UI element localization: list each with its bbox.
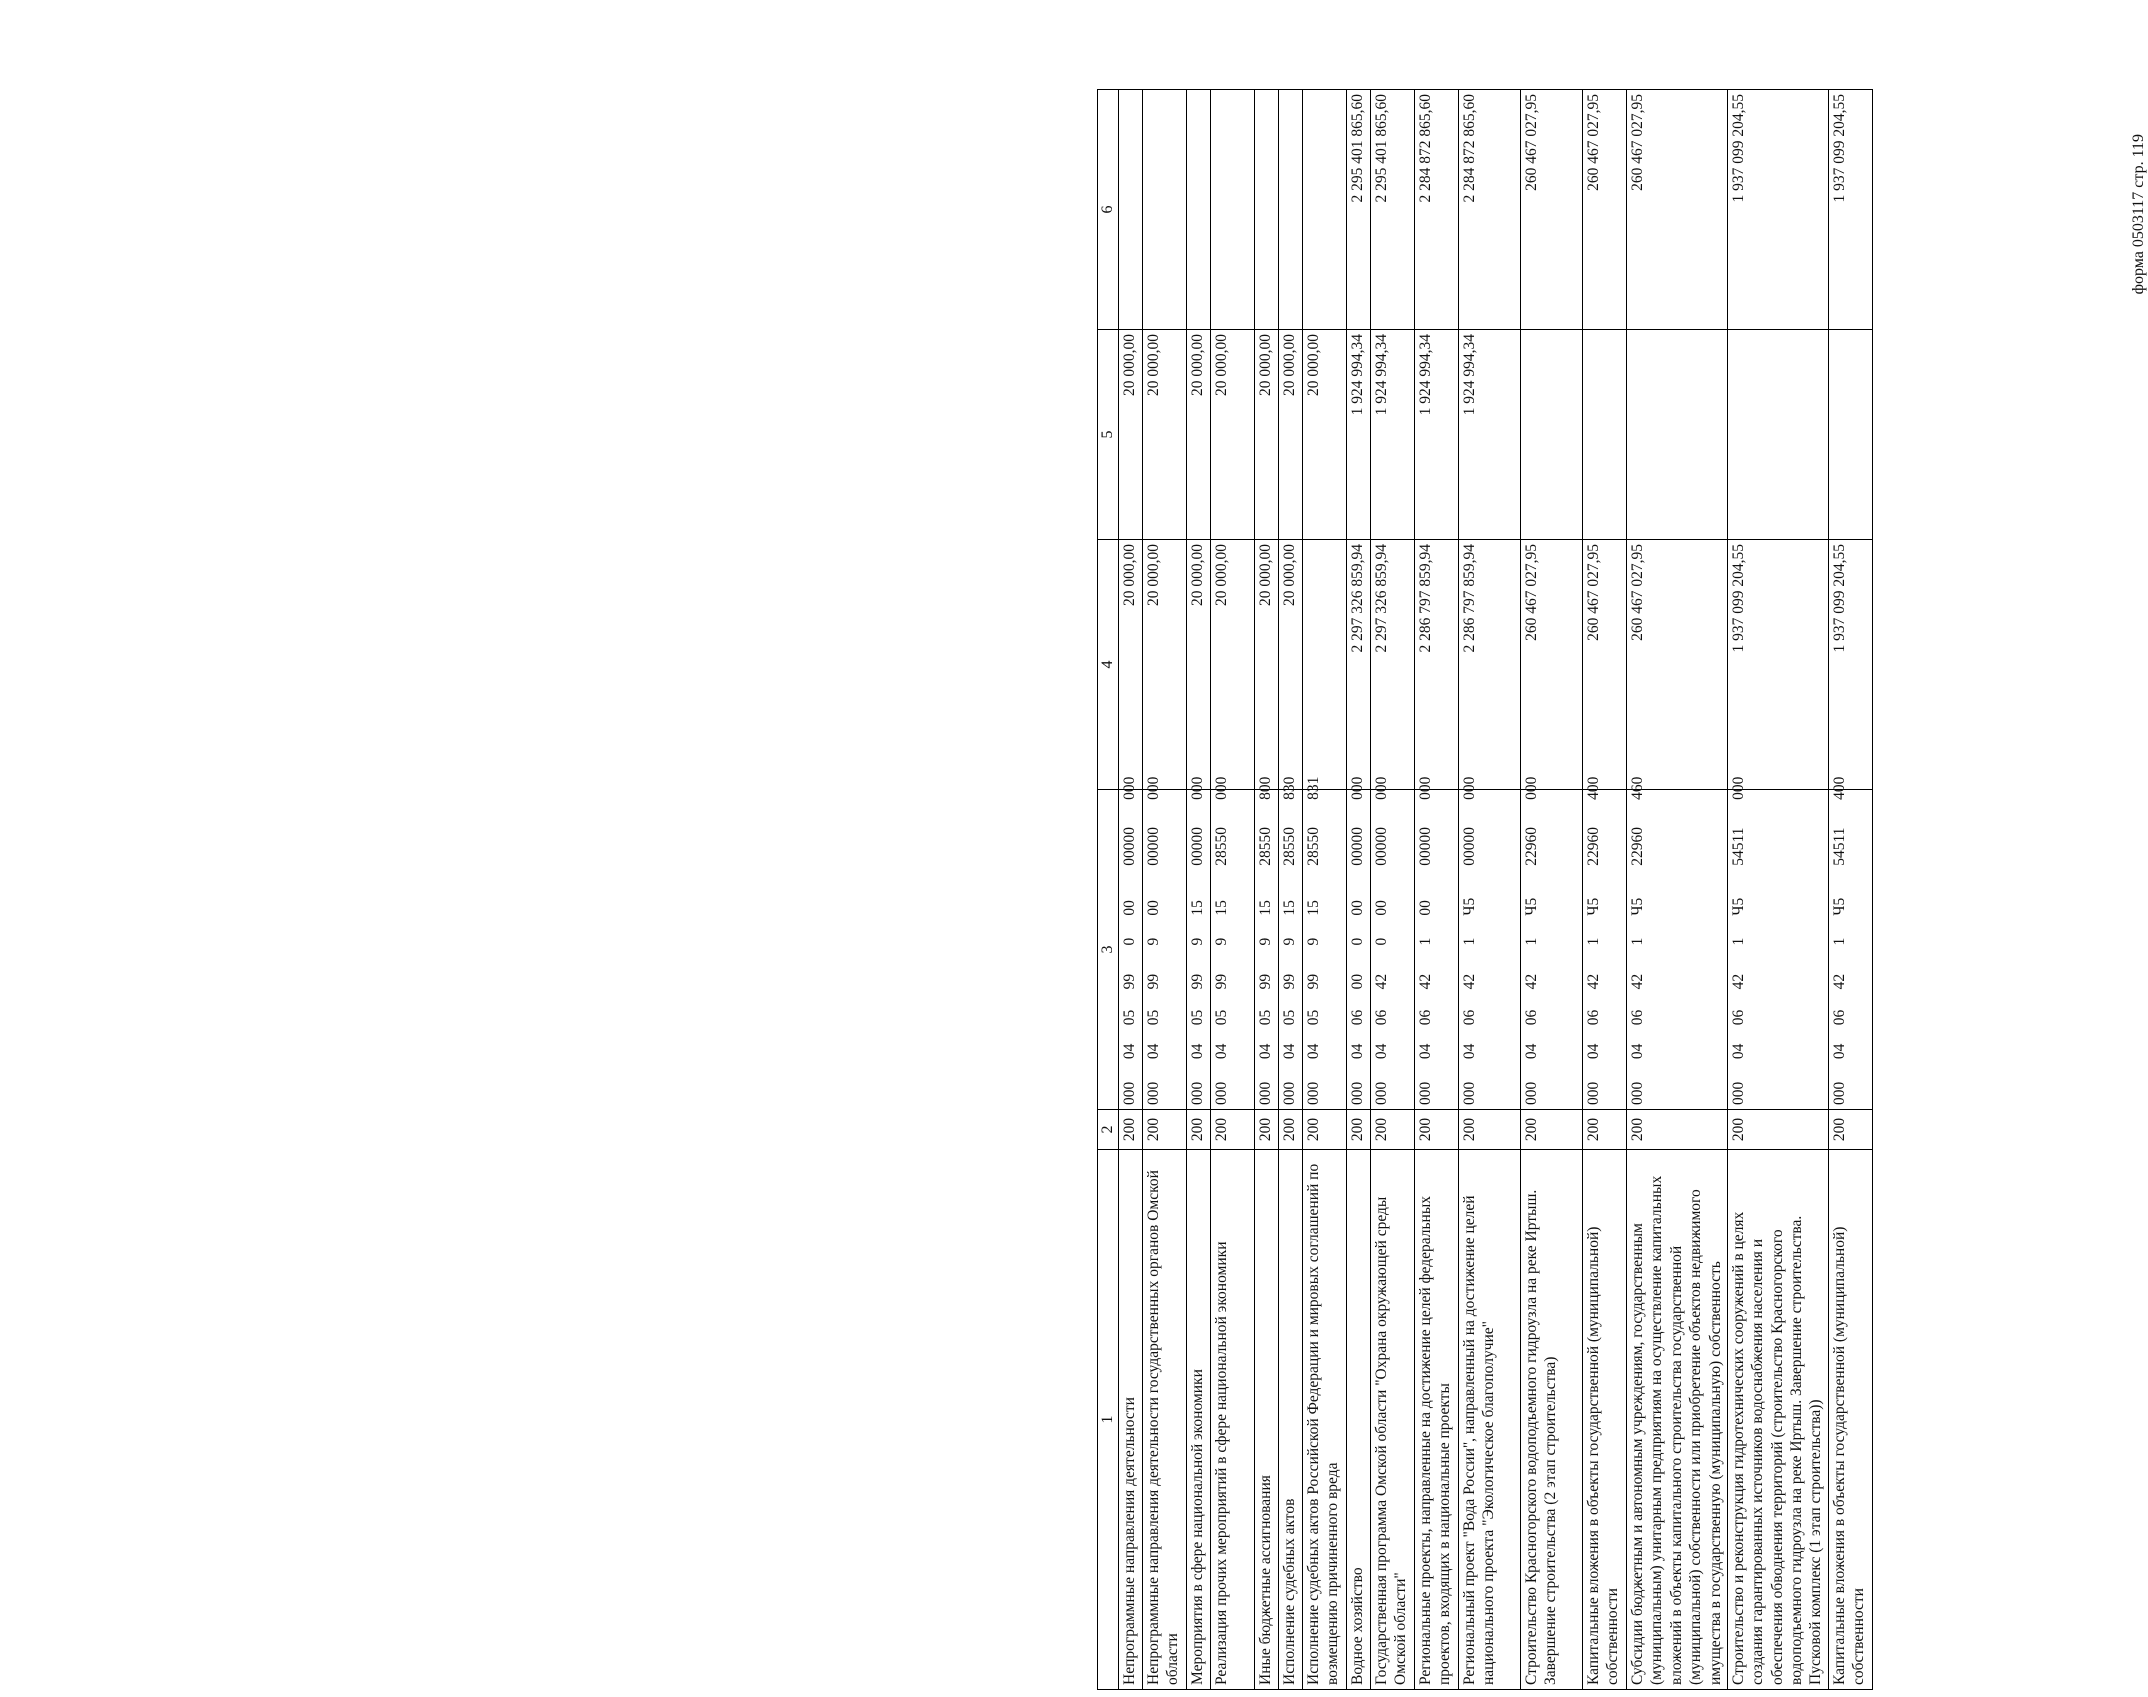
row-line-code: 200 <box>1583 1110 1627 1150</box>
code-part-subprogram: 1 <box>1729 937 1747 946</box>
code-part-admin: 000 <box>1145 1081 1162 1105</box>
code-part-project: 15 <box>1213 900 1230 916</box>
column-header-approved: 4 <box>1098 540 1119 790</box>
code-part-project: Ч5 <box>1585 897 1602 916</box>
code-part-direction: 28550 <box>1257 827 1274 866</box>
code-part-admin: 000 <box>1729 1081 1747 1105</box>
row-executed-amount <box>1627 330 1728 540</box>
row-line-code: 200 <box>1187 1110 1211 1150</box>
code-part-program: 42 <box>1585 973 1602 990</box>
code-part-subsection: 05 <box>1305 1009 1322 1026</box>
row-budget-code <box>1211 776 1255 1110</box>
budget-execution-table <box>1097 89 1873 1690</box>
code-part-section: 04 <box>1349 1043 1366 1060</box>
table-row <box>1347 90 1371 1690</box>
row-name: Региональный проект "Вода России", направленный на достижение целей национального проекта "Экологическое благополучие" <box>1459 1150 1521 1690</box>
code-part-section: 04 <box>1189 1043 1206 1060</box>
table-row <box>1143 90 1187 1690</box>
row-name: Непрограммные направления деятельности <box>1119 1150 1143 1690</box>
row-approved-amount: 20 000,00 <box>1143 540 1187 790</box>
row-line-code: 200 <box>1303 1110 1347 1150</box>
row-executed-amount: 1 924 994,34 <box>1415 330 1459 540</box>
code-part-admin: 000 <box>1213 1081 1230 1105</box>
row-unexecuted-amount <box>1187 90 1211 330</box>
code-part-subprogram: 9 <box>1281 937 1298 946</box>
row-unexecuted-amount <box>1255 90 1279 330</box>
code-part-admin: 000 <box>1121 1081 1138 1105</box>
code-part-section: 04 <box>1121 1043 1138 1060</box>
row-approved-amount: 1 937 099 204,55 <box>1828 540 1872 790</box>
row-budget-code <box>1828 776 1872 1110</box>
code-part-expense-type: 000 <box>1417 776 1434 800</box>
code-part-expense-type: 000 <box>1729 776 1747 800</box>
code-part-program: 99 <box>1305 973 1322 990</box>
code-part-subprogram: 1 <box>1523 937 1540 946</box>
code-part-program: 99 <box>1121 973 1138 990</box>
code-part-section: 04 <box>1257 1043 1274 1060</box>
row-budget-code <box>1187 776 1211 1110</box>
code-part-admin: 000 <box>1189 1081 1206 1105</box>
code-part-section: 04 <box>1145 1043 1162 1060</box>
code-part-subprogram: 1 <box>1830 937 1848 946</box>
code-part-admin: 000 <box>1417 1081 1434 1105</box>
row-line-code: 200 <box>1119 1110 1143 1150</box>
row-budget-code <box>1255 776 1279 1110</box>
row-name: Строительство и реконструкция гидротехнических сооружений в целях создания гарантированных источников водоснабжения населения и обеспечения обводнения территорий (строительство Красногорского водоподъемного гидроузла на реке Иртыш. Завершение строительства. Пусковой комплекс (1 этап строительства)) <box>1727 1150 1828 1690</box>
code-part-project: 00 <box>1145 900 1162 916</box>
row-approved-amount <box>1303 540 1347 790</box>
row-approved-amount: 2 286 797 859,94 <box>1415 540 1459 790</box>
row-executed-amount <box>1521 330 1583 540</box>
row-executed-amount <box>1727 330 1828 540</box>
code-part-project: Ч5 <box>1523 897 1540 916</box>
code-part-program: 99 <box>1189 973 1206 990</box>
code-part-program: 42 <box>1729 973 1747 990</box>
code-part-subsection: 06 <box>1417 1009 1434 1026</box>
row-executed-amount: 20 000,00 <box>1303 330 1347 540</box>
code-part-admin: 000 <box>1373 1081 1390 1105</box>
code-part-admin: 000 <box>1305 1081 1322 1105</box>
code-part-direction: 28550 <box>1213 827 1230 866</box>
code-part-project: 00 <box>1373 900 1390 916</box>
code-part-project: 15 <box>1305 900 1322 916</box>
row-name: Строительство Красногорского водоподъемного гидроузла на реке Иртыш. Завершение строительства (2 этап строительства) <box>1521 1150 1583 1690</box>
table-row <box>1279 90 1303 1690</box>
code-part-project: 15 <box>1281 900 1298 916</box>
row-budget-code <box>1459 776 1521 1110</box>
table-row <box>1255 90 1279 1690</box>
code-part-expense-type: 831 <box>1305 776 1322 800</box>
column-header-name: 1 <box>1098 1150 1119 1690</box>
code-part-admin: 000 <box>1523 1081 1540 1105</box>
code-part-program: 42 <box>1417 973 1434 990</box>
row-unexecuted-amount: 1 937 099 204,55 <box>1727 90 1828 330</box>
code-part-admin: 000 <box>1830 1081 1848 1105</box>
code-part-program: 99 <box>1145 973 1162 990</box>
row-name: Исполнение судебных актов Российской Федерации и мировых соглашений по возмещению причиненного вреда <box>1303 1150 1347 1690</box>
code-part-direction: 22960 <box>1629 827 1646 866</box>
rotated-page <box>1097 90 2147 1690</box>
code-part-subsection: 05 <box>1281 1009 1298 1026</box>
row-unexecuted-amount: 260 467 027,95 <box>1583 90 1627 330</box>
row-budget-code <box>1627 776 1728 1110</box>
code-part-direction: 28550 <box>1305 827 1322 866</box>
code-part-section: 04 <box>1305 1043 1322 1060</box>
row-line-code: 200 <box>1211 1110 1255 1150</box>
row-unexecuted-amount: 2 295 401 865,60 <box>1347 90 1371 330</box>
code-part-section: 04 <box>1281 1043 1298 1060</box>
table-row <box>1583 90 1627 1690</box>
row-approved-amount: 20 000,00 <box>1187 540 1211 790</box>
code-part-program: 42 <box>1830 973 1848 990</box>
table-row <box>1727 90 1828 1690</box>
code-part-subprogram: 9 <box>1145 937 1162 946</box>
row-executed-amount <box>1583 330 1627 540</box>
row-budget-code <box>1727 776 1828 1110</box>
code-part-expense-type: 800 <box>1257 776 1274 800</box>
row-executed-amount: 20 000,00 <box>1211 330 1255 540</box>
code-part-admin: 000 <box>1585 1081 1602 1105</box>
row-executed-amount: 1 924 994,34 <box>1371 330 1415 540</box>
code-part-subsection: 06 <box>1461 1009 1478 1026</box>
row-budget-code <box>1279 776 1303 1110</box>
row-approved-amount: 20 000,00 <box>1255 540 1279 790</box>
table-row <box>1119 90 1143 1690</box>
code-part-expense-type: 000 <box>1121 776 1138 800</box>
row-approved-amount: 1 937 099 204,55 <box>1727 540 1828 790</box>
row-budget-code <box>1371 776 1415 1110</box>
code-part-subsection: 06 <box>1585 1009 1602 1026</box>
row-budget-code <box>1303 776 1347 1110</box>
code-part-section: 04 <box>1585 1043 1602 1060</box>
row-name: Непрограммные направления деятельности государственных органов Омской области <box>1143 1150 1187 1690</box>
code-part-section: 04 <box>1629 1043 1646 1060</box>
table-row <box>1459 90 1521 1690</box>
row-name: Мероприятия в сфере национальной экономики <box>1187 1150 1211 1690</box>
code-part-direction: 00000 <box>1145 827 1162 866</box>
code-part-program: 99 <box>1281 973 1298 990</box>
row-executed-amount: 20 000,00 <box>1143 330 1187 540</box>
row-line-code: 200 <box>1143 1110 1187 1150</box>
row-executed-amount: 1 924 994,34 <box>1459 330 1521 540</box>
code-part-subprogram: 1 <box>1417 937 1434 946</box>
code-part-subprogram: 1 <box>1585 937 1602 946</box>
row-budget-code <box>1347 776 1371 1110</box>
code-part-subsection: 05 <box>1121 1009 1138 1026</box>
code-part-direction: 22960 <box>1523 827 1540 866</box>
table-row <box>1521 90 1583 1690</box>
code-part-subsection: 06 <box>1729 1009 1747 1026</box>
code-part-subprogram: 0 <box>1373 937 1390 946</box>
row-executed-amount <box>1828 330 1872 540</box>
row-line-code: 200 <box>1415 1110 1459 1150</box>
code-part-admin: 000 <box>1281 1081 1298 1105</box>
row-executed-amount: 20 000,00 <box>1119 330 1143 540</box>
code-part-subprogram: 1 <box>1461 937 1478 946</box>
code-part-expense-type: 000 <box>1213 776 1230 800</box>
row-executed-amount: 20 000,00 <box>1255 330 1279 540</box>
code-part-section: 04 <box>1830 1043 1848 1060</box>
row-name: Региональные проекты, направленные на достижение целей федеральных проектов, входящих в национальные проекты <box>1415 1150 1459 1690</box>
code-part-program: 42 <box>1373 973 1390 990</box>
row-line-code: 200 <box>1279 1110 1303 1150</box>
code-part-project: 15 <box>1189 900 1206 916</box>
code-part-expense-type: 400 <box>1830 776 1848 800</box>
row-unexecuted-amount <box>1143 90 1187 330</box>
row-line-code: 200 <box>1727 1110 1828 1150</box>
row-unexecuted-amount <box>1279 90 1303 330</box>
row-unexecuted-amount: 1 937 099 204,55 <box>1828 90 1872 330</box>
row-line-code: 200 <box>1347 1110 1371 1150</box>
code-part-direction: 54511 <box>1830 827 1848 866</box>
table-row <box>1211 90 1255 1690</box>
row-unexecuted-amount: 260 467 027,95 <box>1521 90 1583 330</box>
code-part-expense-type: 830 <box>1281 776 1298 800</box>
code-part-project: 00 <box>1417 900 1434 916</box>
code-part-subprogram: 9 <box>1257 937 1274 946</box>
code-part-section: 04 <box>1417 1043 1434 1060</box>
code-part-subsection: 06 <box>1629 1009 1646 1026</box>
column-header-unexecuted: 6 <box>1098 90 1119 330</box>
row-budget-code <box>1415 776 1459 1110</box>
code-part-expense-type: 400 <box>1585 776 1602 800</box>
code-part-expense-type: 000 <box>1145 776 1162 800</box>
row-unexecuted-amount <box>1211 90 1255 330</box>
code-part-subsection: 05 <box>1213 1009 1230 1026</box>
row-name: Реализация прочих мероприятий в сфере национальной экономики <box>1211 1150 1255 1690</box>
code-part-subprogram: 0 <box>1349 937 1366 946</box>
column-header-budget-code: 3 <box>1098 790 1119 1110</box>
code-part-program: 99 <box>1257 973 1274 990</box>
code-part-program: 42 <box>1461 973 1478 990</box>
code-part-direction: 00000 <box>1417 827 1434 866</box>
row-approved-amount: 260 467 027,95 <box>1627 540 1728 790</box>
code-part-project: 00 <box>1121 900 1138 916</box>
row-name: Государственная программа Омской области "Охрана окружающей среды Омской области" <box>1371 1150 1415 1690</box>
code-part-subprogram: 9 <box>1189 937 1206 946</box>
code-part-expense-type: 000 <box>1373 776 1390 800</box>
code-part-section: 04 <box>1213 1043 1230 1060</box>
code-part-program: 42 <box>1629 973 1646 990</box>
row-line-code: 200 <box>1828 1110 1872 1150</box>
column-header-executed: 5 <box>1098 330 1119 540</box>
code-part-program: 99 <box>1213 973 1230 990</box>
code-part-subsection: 06 <box>1373 1009 1390 1026</box>
row-approved-amount: 20 000,00 <box>1119 540 1143 790</box>
row-budget-code <box>1583 776 1627 1110</box>
code-part-expense-type: 000 <box>1189 776 1206 800</box>
row-unexecuted-amount <box>1119 90 1143 330</box>
table-row <box>1187 90 1211 1690</box>
table-row <box>1303 90 1347 1690</box>
code-part-section: 04 <box>1523 1043 1540 1060</box>
table-body <box>1119 90 1873 1690</box>
table-row <box>1415 90 1459 1690</box>
row-unexecuted-amount: 2 284 872 865,60 <box>1415 90 1459 330</box>
code-part-direction: 00000 <box>1121 827 1138 866</box>
code-part-direction: 28550 <box>1281 827 1298 866</box>
code-part-direction: 00000 <box>1373 827 1390 866</box>
code-part-project: Ч5 <box>1461 897 1478 916</box>
code-part-subsection: 06 <box>1523 1009 1540 1026</box>
code-part-project: 15 <box>1257 900 1274 916</box>
code-part-project: Ч5 <box>1830 897 1848 916</box>
row-approved-amount: 2 297 326 859,94 <box>1371 540 1415 790</box>
row-executed-amount: 20 000,00 <box>1279 330 1303 540</box>
row-name: Исполнение судебных актов <box>1279 1150 1303 1690</box>
row-approved-amount: 260 467 027,95 <box>1521 540 1583 790</box>
table-row <box>1828 90 1872 1690</box>
code-part-section: 04 <box>1461 1043 1478 1060</box>
row-line-code: 200 <box>1371 1110 1415 1150</box>
code-part-direction: 54511 <box>1729 827 1747 866</box>
form-page-header: форма 0503117 стр. 119 <box>2130 134 2147 295</box>
code-part-admin: 000 <box>1461 1081 1478 1105</box>
row-unexecuted-amount: 260 467 027,95 <box>1627 90 1728 330</box>
code-part-subprogram: 9 <box>1213 937 1230 946</box>
code-part-section: 04 <box>1729 1043 1747 1060</box>
row-approved-amount: 2 297 326 859,94 <box>1347 540 1371 790</box>
code-part-subprogram: 9 <box>1305 937 1322 946</box>
code-part-admin: 000 <box>1629 1081 1646 1105</box>
code-part-project: Ч5 <box>1629 897 1646 916</box>
row-name: Капитальные вложения в объекты государственной (муниципальной) собственности <box>1828 1150 1872 1690</box>
code-part-direction: 22960 <box>1585 827 1602 866</box>
row-budget-code <box>1119 776 1143 1110</box>
table-row <box>1371 90 1415 1690</box>
code-part-subsection: 06 <box>1830 1009 1848 1026</box>
code-part-program: 42 <box>1523 973 1540 990</box>
row-budget-code <box>1521 776 1583 1110</box>
code-part-expense-type: 000 <box>1461 776 1478 800</box>
row-unexecuted-amount: 2 295 401 865,60 <box>1371 90 1415 330</box>
code-part-expense-type: 000 <box>1349 776 1366 800</box>
row-name: Капитальные вложения в объекты государственной (муниципальной) собственности <box>1583 1150 1627 1690</box>
code-part-project: 00 <box>1349 900 1366 916</box>
code-part-project: Ч5 <box>1729 897 1747 916</box>
row-approved-amount: 2 286 797 859,94 <box>1459 540 1521 790</box>
row-line-code: 200 <box>1459 1110 1521 1150</box>
row-executed-amount: 1 924 994,34 <box>1347 330 1371 540</box>
code-part-subsection: 05 <box>1145 1009 1162 1026</box>
code-part-subsection: 05 <box>1189 1009 1206 1026</box>
row-name: Иные бюджетные ассигнования <box>1255 1150 1279 1690</box>
code-part-subsection: 06 <box>1349 1009 1366 1026</box>
code-part-expense-type: 460 <box>1629 776 1646 800</box>
code-part-direction: 00000 <box>1349 827 1366 866</box>
row-unexecuted-amount <box>1303 90 1347 330</box>
code-part-admin: 000 <box>1257 1081 1274 1105</box>
row-unexecuted-amount: 2 284 872 865,60 <box>1459 90 1521 330</box>
table-row <box>1627 90 1728 1690</box>
code-part-section: 04 <box>1373 1043 1390 1060</box>
column-header-line-code: 2 <box>1098 1110 1119 1150</box>
code-part-direction: 00000 <box>1189 827 1206 866</box>
row-approved-amount: 260 467 027,95 <box>1583 540 1627 790</box>
row-line-code: 200 <box>1255 1110 1279 1150</box>
code-part-subsection: 05 <box>1257 1009 1274 1026</box>
code-part-direction: 00000 <box>1461 827 1478 866</box>
row-approved-amount: 20 000,00 <box>1279 540 1303 790</box>
row-executed-amount: 20 000,00 <box>1187 330 1211 540</box>
row-line-code: 200 <box>1627 1110 1728 1150</box>
code-part-subprogram: 1 <box>1629 937 1646 946</box>
row-line-code: 200 <box>1521 1110 1583 1150</box>
column-header-row <box>1098 90 1119 1690</box>
row-approved-amount: 20 000,00 <box>1211 540 1255 790</box>
row-name: Водное хозяйство <box>1347 1150 1371 1690</box>
code-part-subprogram: 0 <box>1121 937 1138 946</box>
code-part-expense-type: 000 <box>1523 776 1540 800</box>
code-part-admin: 000 <box>1349 1081 1366 1105</box>
row-name: Субсидии бюджетным и автономным учреждениям, государственным (муниципальным) унитарным предприятиям на осуществление капитальных вложений в объекты капитального строительства государственной (муниципальной) собственности или приобретение объектов недвижимого имущества в государственную (муниципальную) собственность <box>1627 1150 1728 1690</box>
code-part-program: 00 <box>1349 973 1366 990</box>
row-budget-code <box>1143 776 1187 1110</box>
